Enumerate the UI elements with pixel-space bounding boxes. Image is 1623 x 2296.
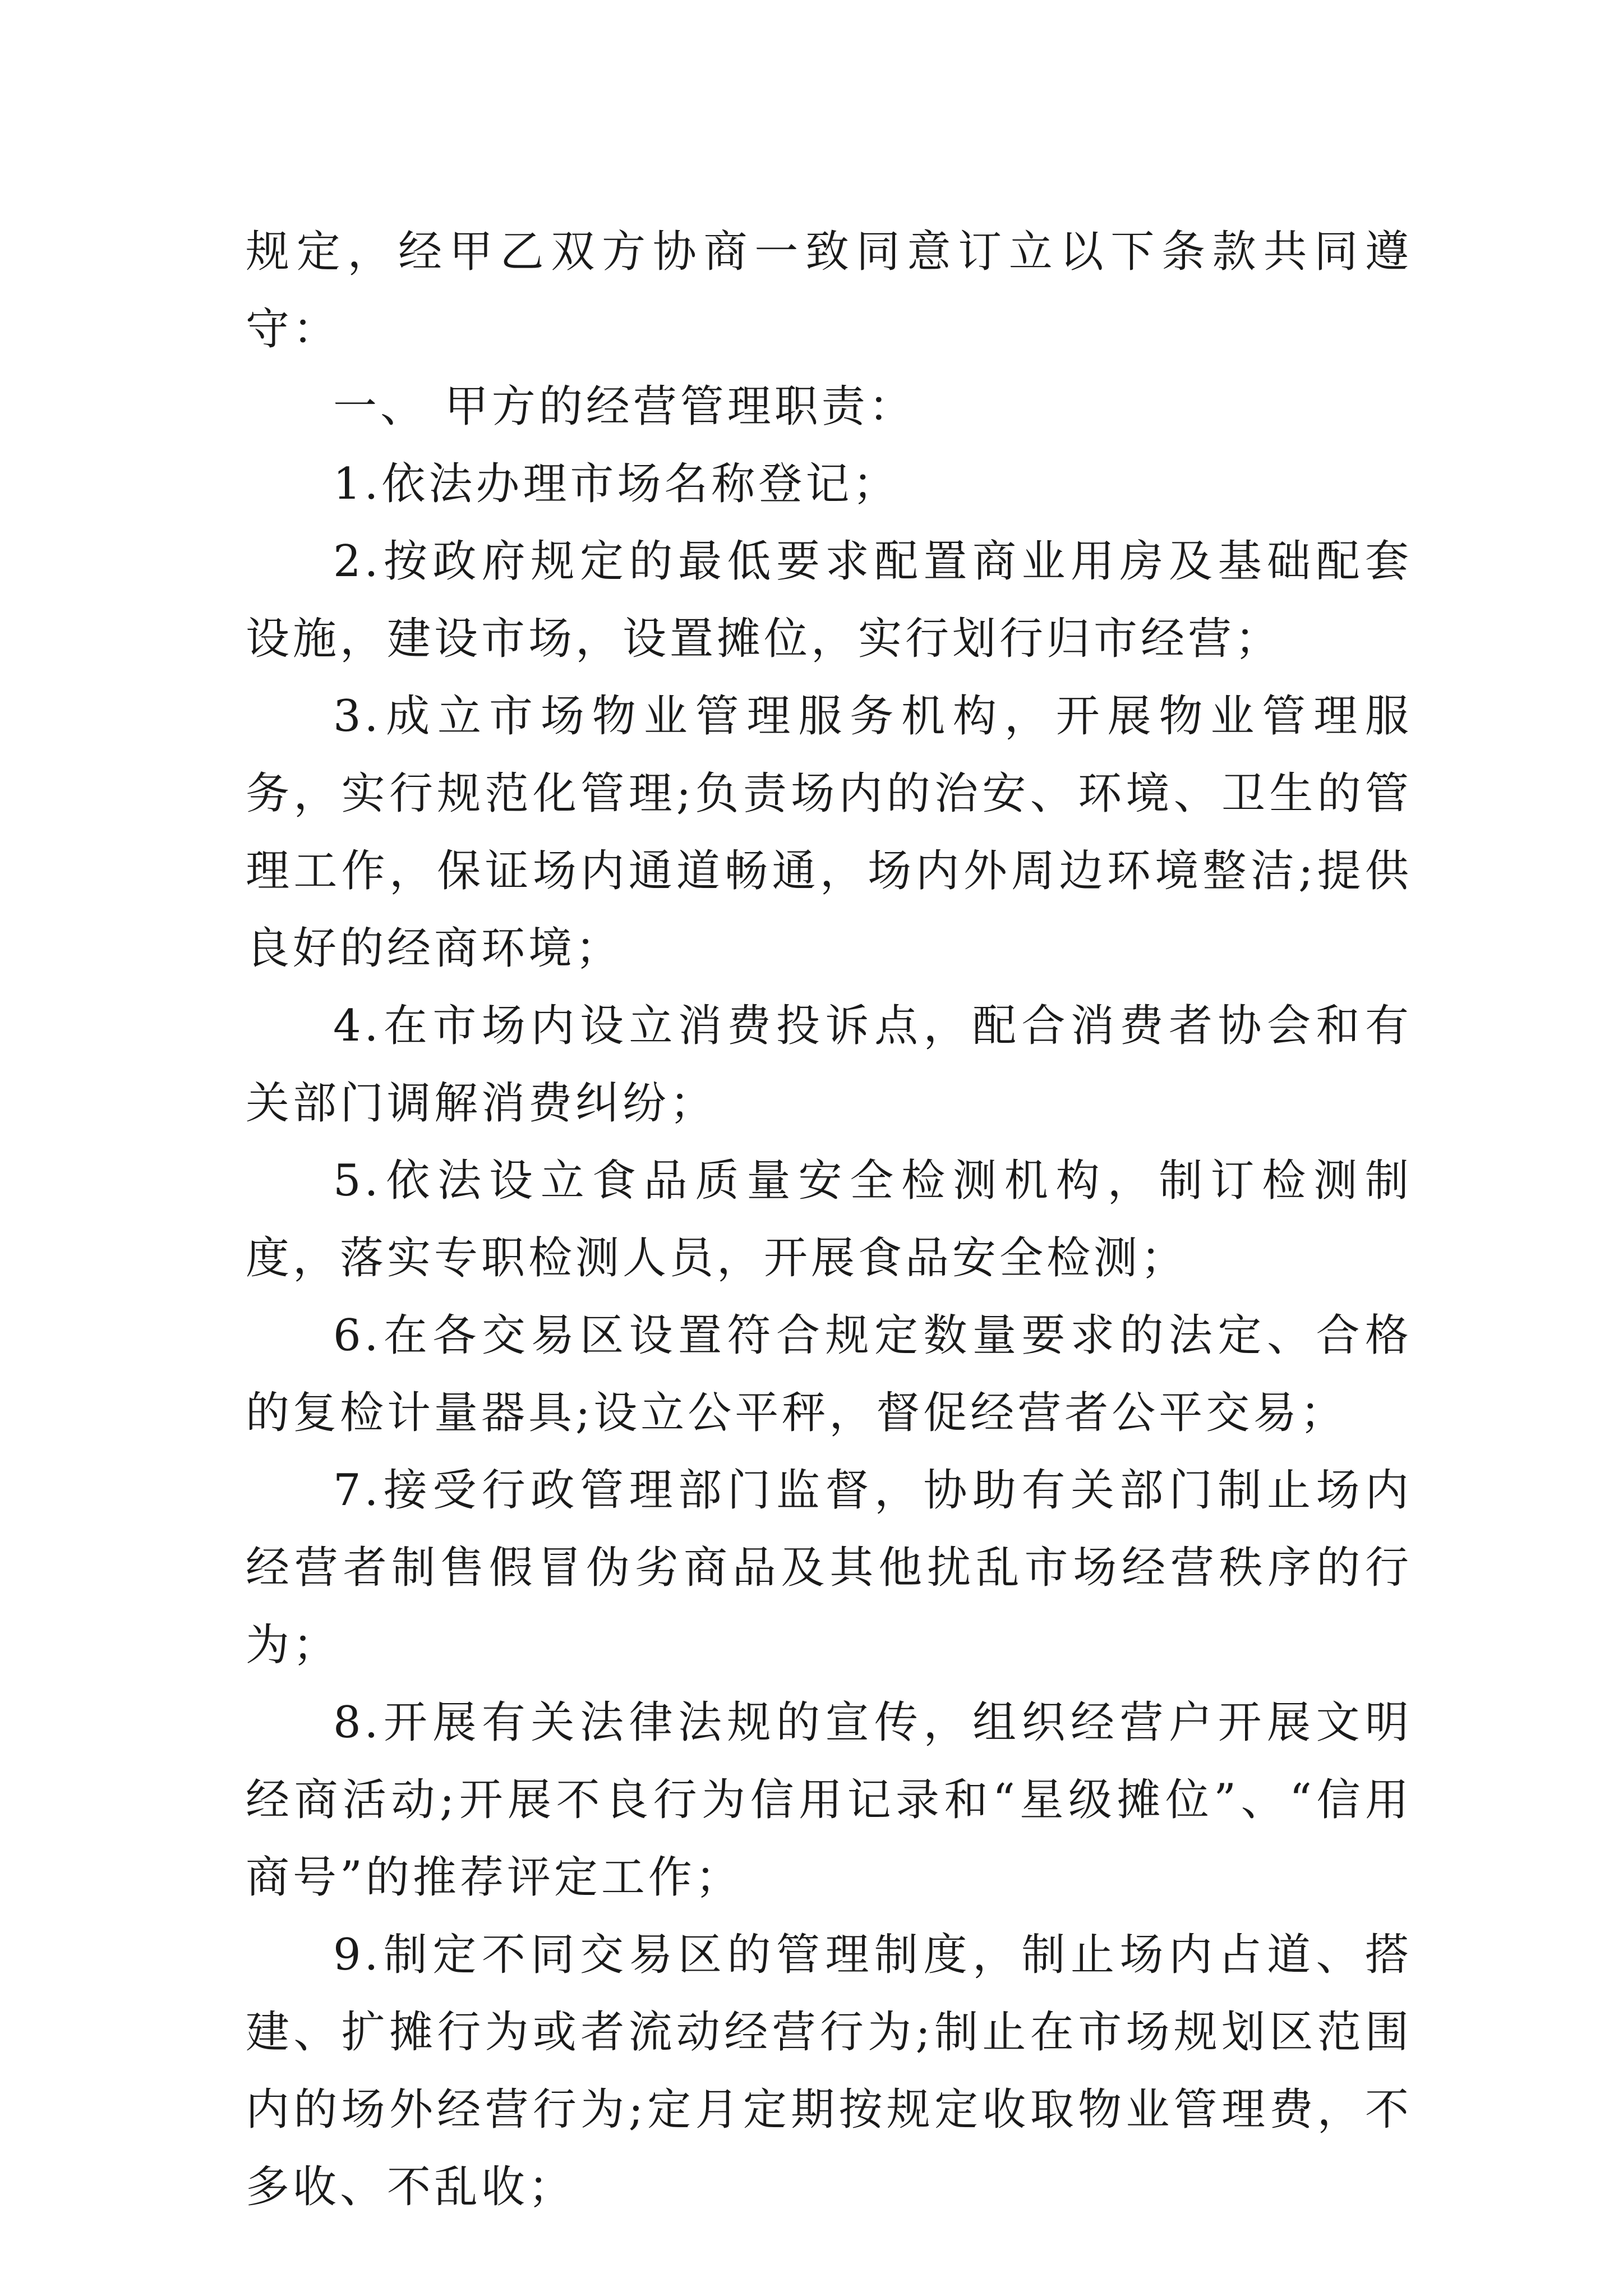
list-item: 2.按政府规定的最低要求配置商业用房及基础配套设施，建设市场，设置摊位，实行划行归市经营； xyxy=(246,536,1412,664)
list-item: 8.开展有关法律法规的宣传，组织经营户开展文明经商活动;开展不良行为信用记录和“星级摊位”、“信用商号”的推荐评定工作； xyxy=(246,1697,1412,1903)
list-item: 5.依法设立食品质量安全检测机构，制订检测制度，落实专职检测人员，开展食品安全检测； xyxy=(246,1156,1412,1283)
list-item: 3.成立市场物业管理服务机构，开展物业管理服务，实行规范化管理;负责场内的治安、环境、卫生的管理工作，保证场内通道畅通，场内外周边环境整洁;提供良好的经商环境； xyxy=(246,691,1412,974)
paragraph-intro: 规定，经甲乙双方协商一致同意订立以下条款共同遵守： xyxy=(246,227,1412,355)
section-heading: 一、 甲方的经营管理职责： xyxy=(333,381,916,432)
list-item: 9.制定不同交易区的管理制度，制止场内占道、搭建、扩摊行为或者流动经营行为;制止在市场规划区范围内的场外经营行为;定月定期按规定收取物业管理费，不多收、不乱收； xyxy=(246,1930,1412,2212)
list-item: 1.依法办理市场名称登记； xyxy=(333,459,900,509)
list-item: 6.在各交易区设置符合规定数量要求的法定、合格的复检计量器具;设立公平秤，督促经营者公平交易； xyxy=(246,1310,1412,1438)
list-item: 4.在市场内设立消费投诉点，配合消费者协会和有关部门调解消费纠纷； xyxy=(246,1001,1412,1129)
list-item: 7.接受行政管理部门监督，协助有关部门制止场内经营者制售假冒伪劣商品及其他扰乱市场经营秩序的行为； xyxy=(246,1465,1412,1671)
document-body xyxy=(246,213,1412,2226)
